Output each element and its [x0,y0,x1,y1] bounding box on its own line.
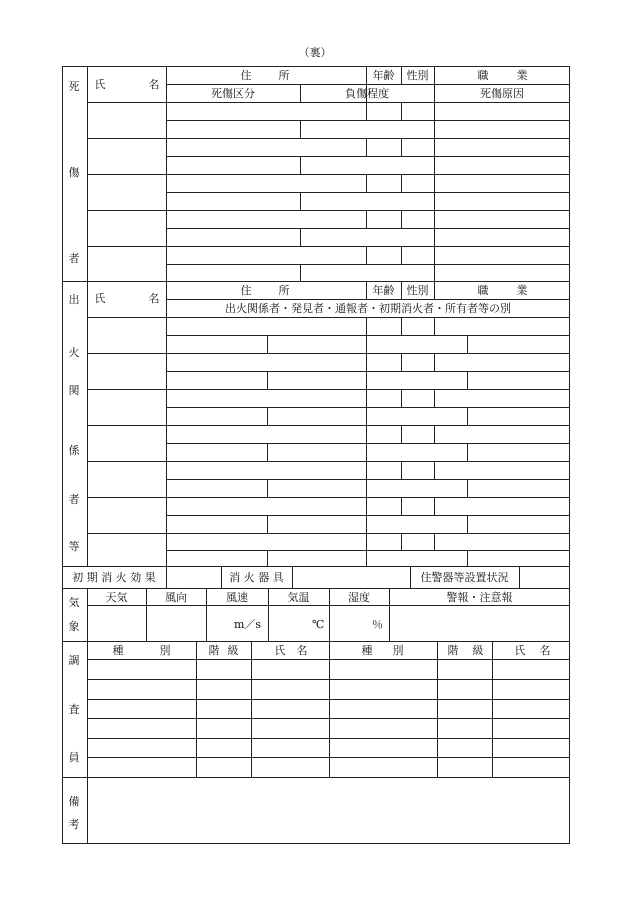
section-line-casualty-persons [62,281,570,282]
page-title: （裏） [298,46,332,59]
persons-row-4-end [87,461,570,462]
remarks-side-label-1: 備 [68,795,80,808]
persons-row-5-addr [366,461,367,497]
persons-row-3-rel-a [267,407,268,425]
persons-row-4-rel-a [267,443,268,461]
persons-row-3-occ [434,389,435,407]
warnings-header: 警報・注意報 [446,591,513,604]
section-line-weather-investigators [62,641,570,642]
casualty-occupation-header-1: 職 [477,69,489,82]
casualty-sex-header: 性別 [406,69,429,82]
persons-row-7-addr [366,533,367,566]
wind-speed-unit: m／s [234,618,262,631]
casualty-row-4-age [401,210,402,228]
investigator-name-header-b-1: 氏 [514,644,526,657]
persons-row-1-rel-a [267,335,268,353]
frame-right [569,66,570,844]
casualty-side-label-1: 死 [68,80,80,93]
extinguish-divider-5 [519,566,520,588]
casualty-cause-header: 死傷原因 [480,87,524,100]
persons-row-5-rel-b [467,479,468,497]
persons-row-5-age [401,461,402,479]
persons-row-4-mid [166,443,570,444]
casualty-age-header: 年齢 [372,69,395,82]
investigator-type-header-1: 種 [112,644,124,657]
persons-name-header-1: 氏 [94,292,106,305]
extinguish-divider-3 [292,566,293,588]
casualty-row-1-addr [366,102,367,120]
wind-speed-header: 風速 [226,591,248,604]
persons-row-4-age [401,425,402,443]
persons-row-1-end [87,353,570,354]
investigator-row-line-4 [87,738,570,739]
persons-row-1-mid [166,335,570,336]
persons-relation-header: 出火関係者・発見者・通報者・初期消火者・所有者等の別 [225,302,511,315]
persons-row-5-end [87,497,570,498]
casualty-row-3-end [87,210,570,211]
persons-row-6-mid [166,515,570,516]
section-line-investigators-remarks [62,777,570,778]
casualty-row-2-mid [166,156,570,157]
humidity-unit: ％ [372,618,383,631]
frame-left [62,66,63,844]
persons-row-6-end [87,533,570,534]
persons-header-mid [166,299,570,300]
investigator-row-line-2 [87,699,570,700]
frame-bottom [62,843,570,844]
casualty-row-5-addr [366,246,367,264]
persons-row-1-age [401,317,402,335]
humidity-header: 湿度 [348,591,370,604]
persons-name-header-2: 名 [148,292,160,305]
section-line-persons-extinguish [62,566,570,567]
remarks-side-label-2: 考 [68,818,80,831]
investigator-name-header-2: 名 [296,644,308,657]
persons-row-1-addr [366,317,367,353]
casualty-row-2-age [401,138,402,156]
persons-row-7-mid [166,550,570,551]
casualty-row-2-type [300,156,301,174]
persons-row-1-rel-b [467,335,468,353]
frame-top [62,66,570,67]
persons-row-2-rel-b [467,371,468,389]
persons-row-4-addr [366,425,367,461]
investigator-rank-header-b-1: 階 [447,644,459,657]
casualty-row-1-type [300,120,301,138]
persons-address-header-1: 住 [240,284,252,297]
persons-age-header: 年齢 [372,284,395,297]
persons-row-6-rel-b [467,515,468,533]
casualty-row-4-type [300,228,301,246]
casualty-row-5-mid [166,264,570,265]
casualty-header-mid [166,84,570,85]
persons-occupation-header-1: 職 [477,284,489,297]
persons-side-label-4: 係 [68,444,80,457]
investigator-row-line-1 [87,679,570,680]
persons-row-4-occ [434,425,435,443]
casualty-row-1-mid [166,120,570,121]
persons-row-2-occ [434,353,435,371]
casualty-name-header-2: 名 [148,78,160,91]
persons-occupation-col-line [434,281,435,299]
weather-side-label-2: 象 [68,620,80,633]
persons-address-header-2: 所 [278,284,290,297]
casualty-name-header-1: 氏 [94,78,106,91]
persons-row-2-age [401,353,402,371]
persons-row-3-rel-b [467,407,468,425]
alarm-installation-label: 住警器等設置状況 [420,571,509,584]
investigator-name-header-b-2: 名 [539,644,551,657]
persons-row-7-occ [434,533,435,550]
investigator-type-header-2: 別 [159,644,171,657]
persons-row-1-occ [434,317,435,335]
casualty-row-5-type [300,264,301,281]
persons-row-5-rel-a [267,479,268,497]
label-column-line-a [87,66,88,566]
investigator-header-line [87,659,570,660]
persons-row-3-mid [166,407,570,408]
persons-row-5-mid [166,479,570,480]
casualty-row-1-age [401,102,402,120]
persons-header-bottom [87,317,570,318]
persons-row-4-rel-b [467,443,468,461]
investigator-name-header-1: 氏 [274,644,286,657]
casualty-degree-header: 負傷程度 [345,87,389,100]
extinguish-divider-1 [166,566,167,588]
casualty-row-4-addr [366,210,367,228]
investigator-type-header-b-1: 種 [361,644,373,657]
persons-side-label-6: 等 [68,540,80,553]
casualty-address-header-2: 所 [278,69,290,82]
casualty-row-5-age [401,246,402,264]
persons-row-6-occ [434,497,435,515]
persons-sex-header: 性別 [406,284,429,297]
casualty-address-header-1: 住 [240,69,252,82]
persons-name-col-line [166,281,167,566]
initial-extinguish-effect-label: 初 期 消 火 効 果 [72,571,156,584]
casualty-type-header: 死傷区分 [211,87,255,100]
investigator-side-label-1: 調 [68,654,80,667]
casualty-row-3-type [300,192,301,210]
persons-row-2-mid [166,371,570,372]
casualty-side-label-2: 傷 [68,166,80,179]
investigator-rank-header-b-2: 級 [472,644,484,657]
persons-side-label-3: 関 [68,384,80,397]
persons-side-label-2: 火 [68,346,80,359]
weather-header: 天気 [105,591,128,604]
persons-row-7-rel-a [267,550,268,566]
persons-side-label-1: 出 [68,293,80,306]
casualty-row-3-addr [366,174,367,192]
persons-row-6-age [401,497,402,515]
investigator-type-header-b-2: 別 [392,644,404,657]
casualty-row-2-addr [366,138,367,156]
temperature-unit: ℃ [312,618,325,631]
persons-occupation-header-2: 業 [516,284,528,297]
persons-row-5-occ [434,461,435,479]
section-line-extinguish-weather [62,588,570,589]
persons-row-7-rel-b [467,550,468,566]
persons-side-label-5: 者 [68,493,80,506]
casualty-row-2-end [87,174,570,175]
casualty-header-bottom [87,102,570,103]
persons-row-6-rel-a [267,515,268,533]
casualty-row-4-end [87,246,570,247]
persons-row-2-rel-a [267,371,268,389]
persons-row-7-age [401,533,402,550]
label-column-line-b [87,588,88,843]
extinguisher-equipment-label: 消 火 器 具 [229,571,284,584]
persons-row-3-age [401,389,402,407]
casualty-row-1-end [87,138,570,139]
casualty-row-4-mid [166,228,570,229]
temperature-header: 気温 [287,591,310,604]
investigator-rank-header-2: 級 [227,644,239,657]
investigator-row-line-5 [87,757,570,758]
persons-row-2-addr [366,353,367,389]
casualty-side-label-3: 者 [68,252,80,265]
casualty-occupation-header-2: 業 [516,69,528,82]
weather-side-label-1: 気 [68,596,80,609]
investigator-rank-header-1: 階 [208,644,220,657]
wind-direction-header: 風向 [165,591,187,604]
investigator-side-label-2: 査 [68,703,80,716]
persons-row-6-addr [366,497,367,533]
investigator-row-line-3 [87,718,570,719]
persons-row-3-end [87,425,570,426]
casualty-row-3-mid [166,192,570,193]
persons-row-2-end [87,389,570,390]
investigator-side-label-3: 員 [68,751,80,764]
persons-row-3-addr [366,389,367,425]
casualty-row-3-age [401,174,402,192]
